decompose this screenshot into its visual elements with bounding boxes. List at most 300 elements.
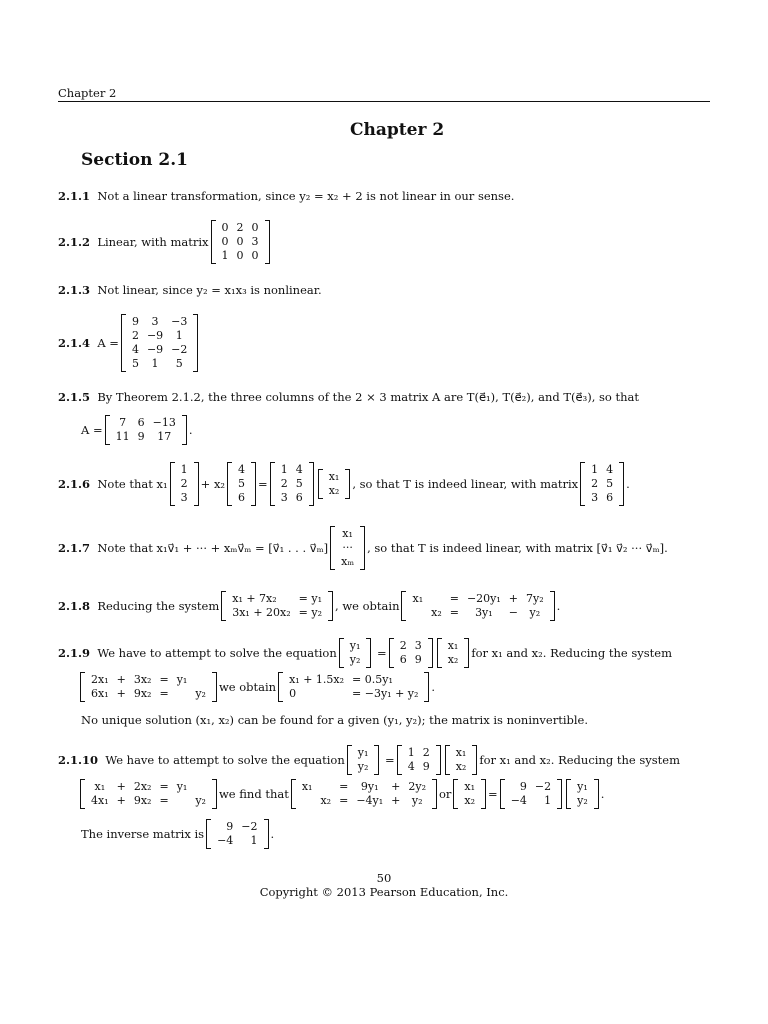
problem-number: 2.1.9 bbox=[58, 646, 91, 660]
matrix-cell: −9 bbox=[146, 343, 164, 356]
matrix bbox=[580, 462, 624, 506]
matrix-cell: 3x₂ bbox=[133, 673, 152, 686]
equals-sign: = bbox=[385, 753, 395, 767]
matrix-cell: = bbox=[159, 673, 169, 686]
matrix-cell bbox=[408, 606, 427, 620]
matrix-row bbox=[587, 463, 617, 477]
matrix-grid bbox=[87, 780, 210, 808]
matrix-cell: −2 bbox=[241, 820, 258, 833]
system-matrix bbox=[80, 779, 217, 809]
matrix-cell: 4 bbox=[131, 343, 139, 356]
matrix-row bbox=[177, 477, 192, 491]
vector bbox=[445, 745, 478, 775]
matrix-cell: x₁ bbox=[94, 780, 106, 793]
left-bracket bbox=[121, 314, 126, 372]
left-bracket bbox=[170, 462, 175, 506]
matrix-cell: 1 bbox=[280, 463, 288, 476]
problem-2-1-2 bbox=[58, 220, 272, 264]
problem-number: 2.1.10 bbox=[58, 753, 99, 767]
matrix-row bbox=[573, 794, 592, 808]
matrix-cell: 0 bbox=[221, 221, 229, 234]
matrix-grid bbox=[452, 746, 471, 774]
matrix-cell: −9 bbox=[146, 329, 164, 342]
matrix-cell bbox=[191, 780, 210, 794]
header-rule bbox=[58, 101, 710, 102]
right-bracket bbox=[432, 779, 437, 809]
matrix-cell: 2x₂ bbox=[133, 780, 152, 793]
matrix-cell: xₘ bbox=[341, 555, 355, 568]
matrix-grid bbox=[87, 673, 210, 701]
problem-number: 2.1.5 bbox=[58, 390, 91, 404]
right-bracket bbox=[472, 745, 477, 775]
matrix-cell: 5 bbox=[606, 477, 614, 490]
right-bracket bbox=[264, 819, 269, 849]
matrix-cell: y₁ bbox=[577, 780, 588, 793]
matrix-row bbox=[277, 491, 307, 505]
matrix-row bbox=[112, 416, 180, 430]
right-bracket bbox=[424, 672, 429, 702]
matrix-grid bbox=[507, 780, 555, 808]
matrix-cell: + bbox=[116, 687, 126, 700]
inverse-matrix bbox=[500, 779, 562, 809]
matrix-row bbox=[177, 463, 192, 477]
matrix-row bbox=[87, 687, 210, 701]
left-bracket bbox=[389, 638, 394, 668]
matrix-cell: y₁ bbox=[176, 673, 188, 686]
equals-sign: = bbox=[488, 787, 498, 801]
right-bracket bbox=[309, 462, 314, 506]
matrix-cell: 2 bbox=[280, 477, 288, 490]
punctuation: . bbox=[556, 599, 561, 613]
punctuation: . bbox=[188, 423, 193, 437]
matrix-cell: 1 bbox=[407, 746, 415, 759]
problem-2-1-5-matrix bbox=[81, 415, 192, 445]
matrix-cell: −3 bbox=[171, 315, 188, 328]
matrix-row bbox=[128, 315, 191, 329]
matrix-grid bbox=[354, 746, 373, 774]
matrix-cell: x₂ bbox=[320, 794, 332, 807]
matrix-cell: 5 bbox=[175, 357, 183, 370]
problem-text: By Theorem 2.1.2, the three columns of the 2 × 3 matrix A are T(e⃗₁), T(e⃗₂), and T(e⃗₃), so that bbox=[97, 390, 639, 404]
matrix-row bbox=[213, 820, 261, 834]
right-bracket bbox=[193, 314, 198, 372]
right-bracket bbox=[182, 415, 187, 445]
right-bracket bbox=[481, 779, 486, 809]
punctuation: . bbox=[270, 827, 275, 841]
matrix-cell: 6 bbox=[606, 491, 614, 504]
matrix bbox=[211, 220, 270, 264]
matrix-cell: − bbox=[508, 606, 519, 619]
matrix bbox=[105, 415, 187, 445]
matrix-row bbox=[444, 639, 463, 653]
matrix-row bbox=[128, 343, 191, 357]
left-bracket bbox=[80, 672, 85, 702]
matrix-cell bbox=[191, 673, 210, 687]
matrix-row bbox=[346, 653, 365, 667]
page-number: 50 bbox=[376, 871, 392, 885]
problem-text: Note that x₁v⃗₁ + ··· + xₘv⃗ₘ = [v⃗₁ . . . v⃗ₘ] bbox=[97, 541, 329, 555]
matrix-cell: 4 bbox=[407, 760, 415, 773]
matrix-row bbox=[354, 760, 373, 774]
right-bracket bbox=[557, 779, 562, 809]
problem-text: we obtain bbox=[218, 680, 277, 694]
matrix-cell: −2 bbox=[534, 780, 552, 793]
matrix-cell: 17 bbox=[157, 430, 172, 443]
matrix-cell bbox=[427, 592, 446, 606]
matrix-cell: 1 bbox=[221, 249, 229, 262]
matrix-cell: 1 bbox=[250, 834, 258, 847]
matrix-row bbox=[218, 221, 263, 235]
matrix-cell: 6 bbox=[399, 653, 407, 666]
matrix-row bbox=[218, 249, 263, 263]
matrix-cell: x₁ bbox=[301, 780, 313, 793]
matrix-cell: x₁ bbox=[455, 746, 467, 759]
matrix-grid bbox=[404, 746, 434, 774]
matrix-row bbox=[444, 653, 463, 667]
matrix-cell: = bbox=[449, 606, 459, 619]
punctuation: . bbox=[431, 680, 436, 694]
matrix-row bbox=[507, 794, 555, 808]
matrix-cell: 3 bbox=[151, 315, 159, 328]
left-bracket bbox=[318, 469, 323, 499]
matrix-row bbox=[396, 639, 426, 653]
right-bracket bbox=[428, 638, 433, 668]
matrix-row bbox=[460, 780, 479, 794]
right-bracket bbox=[194, 462, 199, 506]
matrix-row bbox=[354, 746, 373, 760]
right-bracket bbox=[345, 469, 350, 499]
matrix-cell: 3x₁ + 20x₂ bbox=[232, 606, 291, 619]
matrix-cell: = 0.5y₁ bbox=[352, 673, 393, 686]
matrix-row bbox=[337, 555, 358, 569]
matrix-cell: x₂ bbox=[431, 606, 442, 619]
problem-2-1-5 bbox=[58, 390, 639, 404]
matrix-cell: y₁ bbox=[176, 780, 188, 793]
matrix-grid bbox=[396, 639, 426, 667]
matrix-cell: 5 bbox=[295, 477, 303, 490]
matrix-row bbox=[452, 746, 471, 760]
matrix-row bbox=[128, 357, 191, 371]
matrix-row bbox=[228, 592, 326, 606]
matrix-cell: x₁ bbox=[328, 470, 340, 483]
vector bbox=[339, 638, 372, 668]
matrix-row bbox=[234, 477, 249, 491]
left-bracket bbox=[105, 415, 110, 445]
matrix-row bbox=[587, 477, 617, 491]
problem-2-1-8 bbox=[58, 591, 560, 621]
right-bracket bbox=[594, 779, 599, 809]
equals-sign: = bbox=[258, 477, 268, 491]
matrix-cell: 3 bbox=[591, 491, 599, 504]
left-bracket bbox=[80, 779, 85, 809]
matrix-cell bbox=[173, 794, 192, 808]
left-bracket bbox=[291, 779, 296, 809]
matrix-grid bbox=[298, 780, 430, 808]
matrix-cell: x₂ bbox=[447, 653, 459, 666]
matrix-cell: 9x₂ bbox=[133, 687, 152, 700]
left-bracket bbox=[227, 462, 232, 506]
right-bracket bbox=[550, 591, 555, 621]
matrix-cell: x₂ bbox=[464, 794, 476, 807]
matrix-cell: x₂ bbox=[328, 484, 340, 497]
matrix-cell: 3y₁ bbox=[475, 606, 493, 619]
matrix-row bbox=[325, 484, 344, 498]
matrix-cell: 0 bbox=[251, 249, 259, 262]
problem-text: or bbox=[439, 787, 452, 801]
matrix-cell: 9 bbox=[422, 760, 430, 773]
result-matrix bbox=[401, 591, 554, 621]
matrix-row bbox=[213, 834, 261, 848]
matrix-cell: = bbox=[159, 687, 169, 700]
matrix-cell: + bbox=[391, 794, 401, 807]
matrix-grid bbox=[112, 416, 180, 444]
matrix-row bbox=[452, 760, 471, 774]
matrix-cell: + bbox=[116, 673, 126, 686]
problem-2-1-7 bbox=[58, 526, 668, 570]
matrix-cell: 1 bbox=[544, 794, 552, 807]
matrix-row bbox=[460, 794, 479, 808]
vector bbox=[347, 745, 380, 775]
matrix-cell: y₁ bbox=[357, 746, 369, 759]
matrix bbox=[389, 638, 433, 668]
matrix-row bbox=[573, 780, 592, 794]
matrix-cell: + bbox=[391, 780, 401, 793]
matrix-cell: 5 bbox=[131, 357, 139, 370]
problem-text: Reducing the system bbox=[97, 599, 220, 613]
matrix-grid bbox=[337, 527, 358, 569]
matrix-cell: = bbox=[159, 794, 169, 807]
inverse-matrix bbox=[206, 819, 268, 849]
matrix-cell: 9y₁ bbox=[360, 780, 379, 793]
matrix-row bbox=[285, 673, 422, 687]
matrix-grid bbox=[587, 463, 617, 505]
problem-2-1-10-system bbox=[78, 779, 604, 809]
matrix-cell: = bbox=[339, 780, 349, 793]
matrix-cell: + bbox=[116, 780, 126, 793]
left-bracket bbox=[330, 526, 335, 570]
matrix-grid bbox=[218, 221, 263, 263]
vector bbox=[330, 526, 365, 570]
matrix-cell: 1 bbox=[180, 463, 188, 476]
matrix-cell: 7 bbox=[119, 416, 127, 429]
right-bracket bbox=[212, 672, 217, 702]
matrix-row bbox=[128, 329, 191, 343]
punctuation: . bbox=[600, 787, 605, 801]
matrix-grid bbox=[325, 470, 344, 498]
right-bracket bbox=[366, 638, 371, 668]
problem-2-1-1 bbox=[58, 189, 514, 203]
matrix-cell: 0 bbox=[251, 221, 259, 234]
equals-sign: = bbox=[377, 646, 387, 660]
matrix-grid bbox=[277, 463, 307, 505]
matrix-grid bbox=[408, 592, 547, 620]
right-bracket bbox=[374, 745, 379, 775]
matrix-cell: 11 bbox=[115, 430, 130, 443]
matrix-cell: y₂ bbox=[195, 687, 206, 700]
matrix-cell bbox=[316, 780, 335, 794]
matrix-grid bbox=[128, 315, 191, 371]
matrix-cell: 2 bbox=[180, 477, 188, 490]
problem-text: we find that bbox=[218, 787, 289, 801]
matrix-cell: y₁ bbox=[349, 639, 361, 652]
matrix-cell: 4 bbox=[295, 463, 303, 476]
problem-number: 2.1.8 bbox=[58, 599, 91, 613]
vector bbox=[566, 779, 599, 809]
matrix-cell: y₂ bbox=[529, 606, 541, 619]
matrix-cell: 6x₁ bbox=[91, 687, 109, 700]
matrix-cell: x₁ + 7x₂ bbox=[232, 592, 277, 605]
matrix-cell: 2 bbox=[399, 639, 407, 652]
matrix-grid bbox=[228, 592, 326, 620]
matrix-cell: 7y₂ bbox=[526, 592, 544, 605]
matrix-cell: + bbox=[116, 794, 126, 807]
problem-text: for x₁ and x₂. Reducing the system bbox=[471, 646, 672, 660]
problem-text: We have to attempt to solve the equation bbox=[105, 753, 345, 767]
matrix-cell: −4 bbox=[217, 834, 234, 847]
left-bracket bbox=[445, 745, 450, 775]
matrix-grid bbox=[573, 780, 592, 808]
matrix-row bbox=[218, 235, 263, 249]
left-bracket bbox=[339, 638, 344, 668]
problem-2-1-9-note: No unique solution (x₁, x₂) can be found for a given (y₁, y₂); the matrix is noninvertible. bbox=[81, 713, 588, 727]
left-bracket bbox=[270, 462, 275, 506]
matrix-cell: x₁ + 1.5x₂ bbox=[289, 673, 345, 686]
left-bracket bbox=[437, 638, 442, 668]
matrix-cell: 0 bbox=[221, 235, 229, 248]
problem-number: 2.1.4 bbox=[58, 336, 91, 350]
matrix-grid bbox=[213, 820, 261, 848]
matrix-cell: y₂ bbox=[411, 794, 423, 807]
matrix-grid bbox=[285, 673, 422, 701]
matrix-row bbox=[234, 463, 249, 477]
left-bracket bbox=[211, 220, 216, 264]
vector bbox=[170, 462, 199, 506]
matrix-cell: x₁ bbox=[447, 639, 459, 652]
matrix-row bbox=[277, 477, 307, 491]
matrix-grid bbox=[444, 639, 463, 667]
matrix-row bbox=[87, 673, 210, 687]
matrix-grid bbox=[177, 463, 192, 505]
matrix-cell: = bbox=[449, 592, 459, 605]
matrix-cell: y₂ bbox=[357, 760, 369, 773]
left-bracket bbox=[580, 462, 585, 506]
matrix-cell: 2 bbox=[591, 477, 599, 490]
matrix-cell: 6 bbox=[295, 491, 303, 504]
matrix-row bbox=[408, 606, 547, 620]
matrix-cell: x₁ bbox=[412, 592, 424, 605]
matrix-cell: 9x₂ bbox=[133, 794, 152, 807]
problem-2-1-6 bbox=[58, 462, 630, 506]
matrix-cell: 4x₁ bbox=[91, 794, 109, 807]
matrix-cell: 2 bbox=[131, 329, 139, 342]
matrix-cell: = bbox=[339, 794, 349, 807]
matrix-cell: 9 bbox=[131, 315, 139, 328]
matrix-cell: 6 bbox=[137, 416, 145, 429]
matrix-row bbox=[404, 760, 434, 774]
matrix-cell: 2y₂ bbox=[408, 780, 426, 793]
right-bracket bbox=[265, 220, 270, 264]
matrix-cell: 2x₁ bbox=[91, 673, 109, 686]
matrix-cell: 3 bbox=[180, 491, 188, 504]
matrix-cell bbox=[173, 687, 192, 701]
matrix-cell: 9 bbox=[519, 780, 527, 793]
system-matrix bbox=[221, 591, 333, 621]
result-matrix bbox=[291, 779, 437, 809]
matrix-cell: −20y₁ bbox=[466, 592, 501, 605]
matrix-cell: 9 bbox=[414, 653, 422, 666]
problem-2-1-3 bbox=[58, 283, 322, 297]
matrix-cell: y₂ bbox=[195, 794, 206, 807]
matrix-cell: −4 bbox=[510, 794, 527, 807]
left-bracket bbox=[401, 591, 406, 621]
matrix-row bbox=[177, 491, 192, 505]
matrix bbox=[270, 462, 314, 506]
problem-text: , so that T is indeed linear, with matrix bbox=[352, 477, 579, 491]
running-header: Chapter 2 bbox=[58, 86, 117, 100]
matrix-label: A = bbox=[81, 423, 103, 437]
left-bracket bbox=[221, 591, 226, 621]
matrix-grid bbox=[234, 463, 249, 505]
left-bracket bbox=[206, 819, 211, 849]
matrix-cell: 2 bbox=[422, 746, 430, 759]
matrix-cell: −4y₁ bbox=[356, 794, 384, 807]
problem-text: , so that T is indeed linear, with matrix [v⃗₁ v⃗₂ ··· v⃗ₘ]. bbox=[367, 541, 668, 555]
matrix-cell: 4 bbox=[606, 463, 614, 476]
problem-text: Not a linear transformation, since y₂ = x₂ + 2 is not linear in our sense. bbox=[97, 189, 515, 203]
problem-text: for x₁ and x₂. Reducing the system bbox=[479, 753, 680, 767]
problem-number: 2.1.7 bbox=[58, 541, 91, 555]
left-bracket bbox=[566, 779, 571, 809]
matrix-cell: x₂ bbox=[455, 760, 467, 773]
system-matrix bbox=[80, 672, 217, 702]
right-bracket bbox=[251, 462, 256, 506]
matrix-cell: = y₁ bbox=[298, 592, 323, 605]
matrix-row bbox=[337, 527, 358, 541]
matrix-row bbox=[396, 653, 426, 667]
problem-number: 2.1.6 bbox=[58, 477, 91, 491]
matrix-grid bbox=[346, 639, 365, 667]
matrix-cell: y₂ bbox=[577, 794, 588, 807]
problem-number: 2.1.1 bbox=[58, 189, 91, 203]
matrix-row bbox=[112, 430, 180, 444]
matrix-cell: 0 bbox=[289, 687, 297, 700]
problem-number: 2.1.2 bbox=[58, 235, 91, 249]
matrix-cell: 2 bbox=[236, 221, 244, 234]
problem-text: Linear, with matrix bbox=[97, 235, 209, 249]
section-title: Section 2.1 bbox=[81, 150, 188, 170]
right-bracket bbox=[464, 638, 469, 668]
matrix-cell: = −3y₁ + y₂ bbox=[352, 687, 419, 700]
vector bbox=[437, 638, 470, 668]
matrix bbox=[397, 745, 441, 775]
matrix-row bbox=[325, 470, 344, 484]
matrix-row bbox=[404, 746, 434, 760]
matrix-cell: x₁ bbox=[342, 527, 353, 540]
right-bracket bbox=[436, 745, 441, 775]
problem-2-1-10 bbox=[58, 745, 710, 775]
matrix-row bbox=[298, 780, 430, 794]
left-bracket bbox=[453, 779, 458, 809]
matrix-row bbox=[277, 463, 307, 477]
matrix-cell: 1 bbox=[175, 329, 183, 342]
matrix-row bbox=[298, 794, 430, 808]
matrix-label: A = bbox=[97, 336, 119, 350]
matrix-cell: 3 bbox=[414, 639, 422, 652]
matrix-cell: = bbox=[159, 780, 169, 793]
problem-text: , we obtain bbox=[335, 599, 400, 613]
matrix-row bbox=[87, 794, 210, 808]
matrix-row bbox=[234, 491, 249, 505]
